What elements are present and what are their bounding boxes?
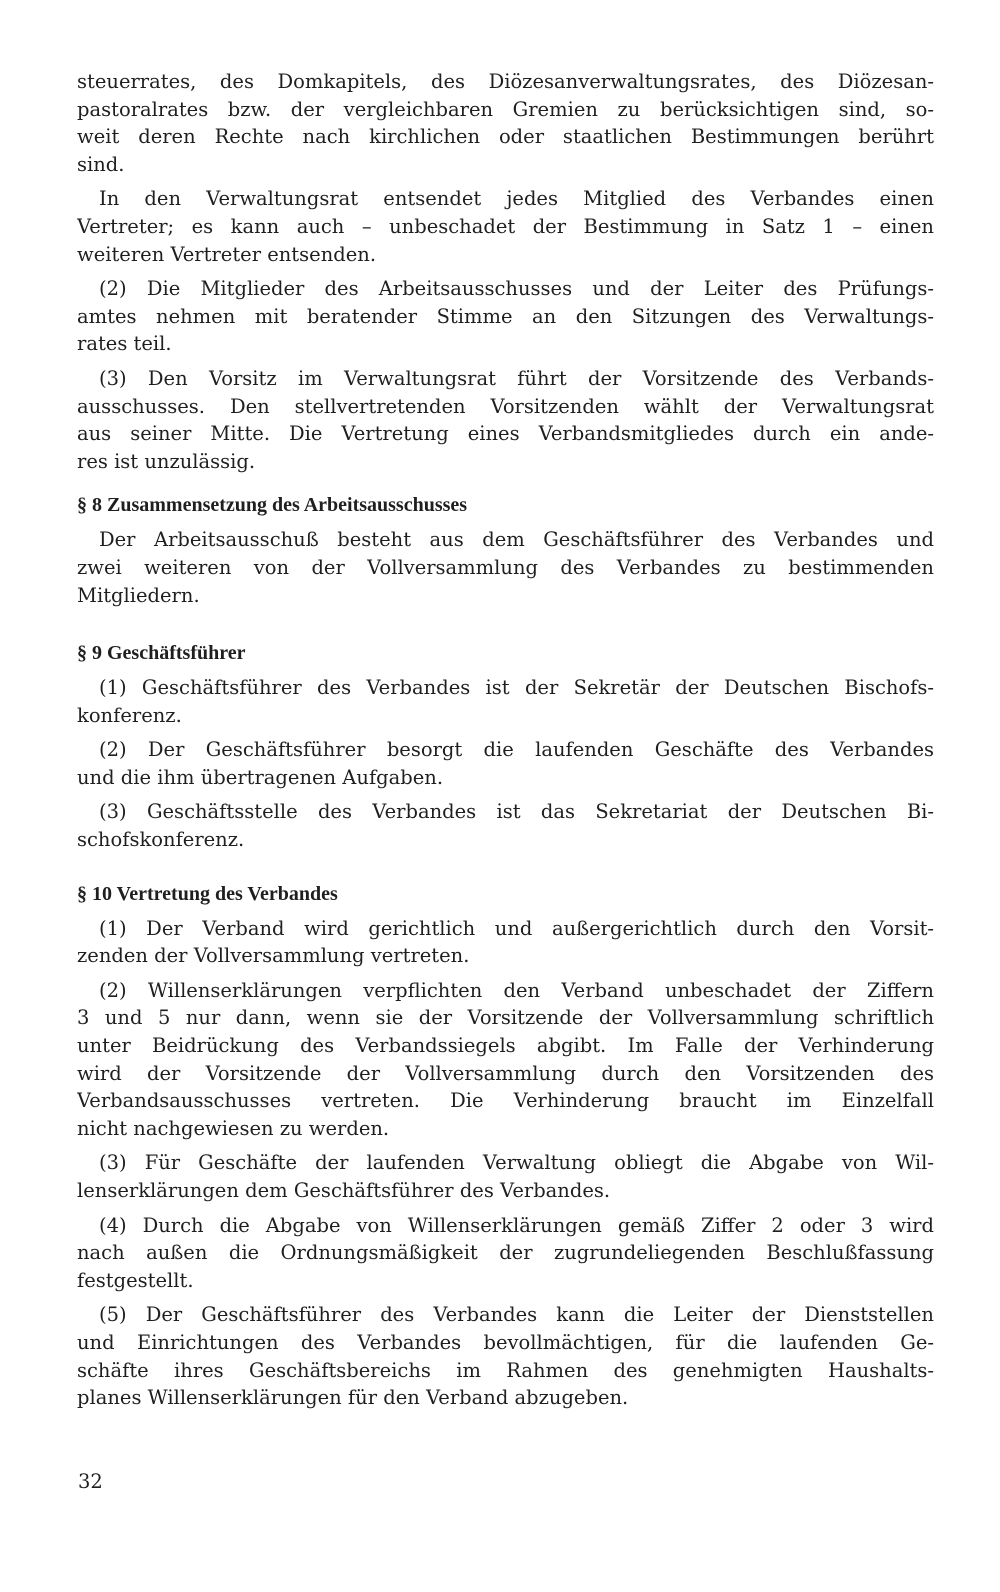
text-line: aus seiner Mitte. Die Vertretung eines Verbandsmitgliedes durch ein ande- — [77, 422, 934, 446]
text-line: Vertreter; es kann auch – unbeschadet der Bestimmung in Satz 1 – einen — [77, 214, 934, 238]
text-line: sind. — [77, 152, 125, 176]
section-heading: § 9 Geschäftsführer — [77, 642, 246, 665]
text-line: Der Arbeitsausschuß besteht aus dem Geschäftsführer des Verbandes und — [99, 528, 934, 552]
text-line: Verbandsausschusses vertreten. Die Verhinderung braucht im Einzelfall — [77, 1089, 934, 1113]
paragraph — [77, 977, 934, 1143]
text-line: (3) Geschäftsstelle des Verbandes ist das Sekretariat der Deutschen Bi- — [99, 800, 934, 824]
paragraph — [77, 275, 934, 358]
text-line: (1) Der Verband wird gerichtlich und außergerichtlich durch den Vorsit- — [99, 916, 934, 940]
text-line: (2) Der Geschäftsführer besorgt die laufenden Geschäfte des Verbandes — [99, 738, 934, 762]
paragraph — [77, 68, 934, 178]
text-line: (1) Geschäftsführer des Verbandes ist der Sekretär der Deutschen Bischofs- — [99, 676, 934, 700]
text-line: Mitgliedern. — [77, 583, 200, 607]
text-line: (3) Den Vorsitz im Verwaltungsrat führt der Vorsitzende des Verbands- — [99, 366, 934, 390]
text-line: wird der Vorsitzende der Vollversammlung durch den Vorsitzenden des — [77, 1061, 934, 1085]
text-line: weit deren Rechte nach kirchlichen oder staatlichen Bestimmungen berührt — [77, 125, 934, 149]
text-line: weiteren Vertreter entsenden. — [77, 242, 377, 266]
text-line: planes Willenserklärungen für den Verband abzugeben. — [77, 1386, 629, 1410]
paragraph — [77, 1149, 934, 1204]
text-line: pastoralrates bzw. der vergleichbaren Gremien zu berücksichtigen sind, so- — [77, 97, 934, 121]
paragraph — [77, 1212, 934, 1295]
text-line: amtes nehmen mit beratender Stimme an den Sitzungen des Verwaltungs- — [77, 304, 934, 328]
text-line: konferenz. — [77, 703, 182, 727]
page-number: 32 — [78, 1470, 103, 1493]
text-line: schofskonferenz. — [77, 828, 245, 852]
text-line: (2) Willenserklärungen verpflichten den Verband unbeschadet der Ziffern — [99, 978, 934, 1002]
paragraph — [77, 736, 934, 791]
text-line: und Einrichtungen des Verbandes bevollmächtigen, für die laufenden Ge- — [77, 1330, 934, 1354]
paragraph — [77, 915, 934, 970]
text-line: 3 und 5 nur dann, wenn sie der Vorsitzende der Vollversammlung schriftlich — [77, 1006, 934, 1030]
text-line: (3) Für Geschäfte der laufenden Verwaltung obliegt die Abgabe von Wil- — [99, 1151, 934, 1175]
paragraph — [77, 526, 934, 609]
paragraph — [77, 365, 934, 475]
text-line: schäfte ihres Geschäftsbereichs im Rahmen des genehmigten Haushalts- — [77, 1358, 934, 1382]
paragraph — [77, 798, 934, 853]
section-heading: § 8 Zusammensetzung des Arbeitsausschusses — [77, 494, 468, 517]
text-line: zwei weiteren von der Vollversammlung des Verbandes zu bestimmenden — [77, 555, 934, 579]
paragraph — [77, 1301, 934, 1411]
text-line: nicht nachgewiesen zu werden. — [77, 1116, 390, 1140]
text-line: (2) Die Mitglieder des Arbeitsausschusses und der Leiter des Prüfungs- — [99, 277, 934, 301]
paragraph — [77, 185, 934, 268]
text-line: (4) Durch die Abgabe von Willenserklärungen gemäß Ziffer 2 oder 3 wird — [99, 1213, 934, 1237]
text-line: steuerrates, des Domkapitels, des Diözesanverwaltungsrates, des Diözesan- — [77, 70, 934, 93]
text-line: ausschusses. Den stellvertretenden Vorsitzenden wählt der Verwaltungsrat — [77, 394, 934, 418]
text-line: zenden der Vollversammlung vertreten. — [77, 944, 470, 968]
section-heading: § 10 Vertretung des Verbandes — [77, 882, 338, 905]
text-line: (5) Der Geschäftsführer des Verbandes kann die Leiter der Dienststellen — [99, 1303, 934, 1327]
paragraph — [77, 674, 934, 729]
document-page — [77, 68, 934, 1419]
text-line: In den Verwaltungsrat entsendet jedes Mitglied des Verbandes einen — [99, 187, 934, 211]
text-line: rates teil. — [77, 332, 172, 356]
text-line: res ist unzulässig. — [77, 449, 256, 473]
text-line: nach außen die Ordnungsmäßigkeit der zugrundeliegenden Beschlußfassung — [77, 1241, 934, 1265]
text-line: und die ihm übertragenen Aufgaben. — [77, 765, 444, 789]
text-line: lenserklärungen dem Geschäftsführer des Verbandes. — [77, 1179, 611, 1202]
text-line: festgestellt. — [77, 1268, 194, 1292]
text-line: unter Beidrückung des Verbandssiegels abgibt. Im Falle der Verhinderung — [77, 1034, 934, 1058]
